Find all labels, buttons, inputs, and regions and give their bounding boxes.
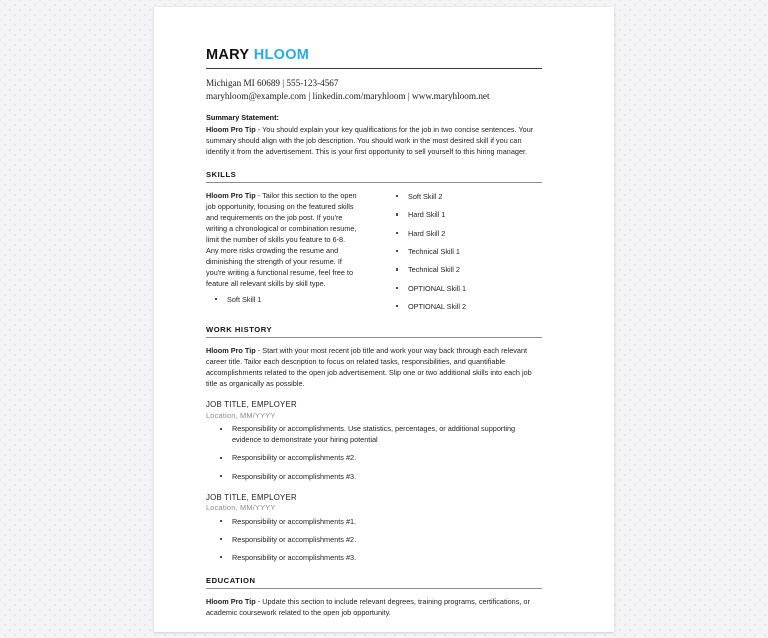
skills-columns [206, 190, 542, 312]
education-section [206, 576, 542, 618]
contact-address-phone: Michigan MI 60689 | 555-123-4567 [206, 77, 339, 88]
last-name: HLOOM [253, 47, 310, 63]
skills-section [206, 170, 542, 312]
job-location-date: Location, MM/YYYY [206, 503, 276, 513]
job-title: JOB TITLE, EMPLOYER [206, 492, 297, 502]
summary-text [206, 124, 542, 157]
job-title: JOB TITLE, EMPLOYER [206, 400, 297, 410]
work-history-tip-body: - Start with your most recent job title and work your way back through each relevant career title. Tailor each description to focus on related tasks, responsibilities, and quantifiable accomplishments related to the open job advertisement. Slip one or two additional skills into each job title as organically as possible. [206, 346, 532, 389]
contact-email-links: maryhloom@example.com | linkedin.com/maryhloom | www.maryhloom.net [206, 91, 490, 102]
list-item: Soft Skill 1 [206, 294, 359, 305]
education-tip-text [206, 596, 542, 618]
list-item: Technical Skill 2 [387, 264, 542, 275]
list-item: Responsibility or accomplishments #2. [206, 452, 542, 463]
header-divider [206, 68, 542, 69]
skills-heading: SKILLS [206, 169, 237, 179]
summary-label: Summary Statement: [206, 112, 279, 122]
list-item: OPTIONAL Skill 1 [387, 283, 542, 294]
skills-tip-body: - Tailor this section to the open job opportunity, focusing on the featured skills and requirements on the job post. If you're writing a chronological or combination resume, limit the number of skills you feature to 6-8. Any more risks crowding the resume and diminishing the strength of your resume. If you're writing a functional resume, feel free to feature all relevant skills by skill type. [206, 190, 357, 289]
list-item: Hard Skill 2 [387, 228, 542, 239]
list-item: Technical Skill 1 [387, 246, 542, 257]
job-entry [206, 400, 542, 481]
resume-content [206, 48, 542, 618]
job-responsibility-list [206, 516, 542, 563]
summary-tip-text: - You should explain your key qualifications for the job in two concise sentences. Your summary should align with the job description. You should work in the most desired skill if you can identify it from the advertisement. This is your first opportunity to sell yourself to this hiring manager. [206, 124, 534, 156]
resume-page [154, 7, 614, 632]
list-item: Responsibility or accomplishments #2. [206, 534, 542, 545]
education-tip-body: - Update this section to include relevant degrees, training programs, certifications, or academic coursework related to the open job opportunity. [206, 596, 530, 617]
work-history-section [206, 325, 542, 563]
resume-name [206, 48, 542, 68]
list-item: Hard Skill 1 [387, 209, 542, 220]
work-history-tip-label: Hloom Pro Tip [206, 346, 256, 356]
job-location-date: Location, MM/YYYY [206, 410, 276, 420]
list-item: Responsibility or accomplishments #3. [206, 471, 542, 482]
education-tip-label: Hloom Pro Tip [206, 596, 256, 606]
skills-right-column [387, 190, 542, 312]
list-item: Responsibility or accomplishments #1. [206, 516, 542, 527]
job-responsibility-list [206, 423, 542, 481]
education-divider [206, 588, 542, 589]
list-item: Soft Skill 2 [387, 191, 542, 202]
education-heading: EDUCATION [206, 575, 256, 585]
skills-right-list [387, 191, 542, 312]
work-history-divider [206, 337, 542, 338]
skills-tip-text [206, 190, 359, 290]
summary-section [206, 113, 542, 157]
skills-divider [206, 182, 542, 183]
list-item: Responsibility or accomplishments #3. [206, 552, 542, 563]
list-item: Responsibility or accomplishments. Use statistics, percentages, or additional supporting evidence to demonstrate your hiring potential [206, 423, 542, 445]
first-name: MARY [206, 47, 250, 63]
list-item: OPTIONAL Skill 2 [387, 301, 542, 312]
work-history-tip-text [206, 345, 542, 389]
contact-block [206, 77, 542, 104]
skills-left-list [206, 294, 359, 305]
summary-tip-label: Hloom Pro Tip [206, 124, 256, 134]
skills-left-column [206, 190, 359, 312]
skills-tip-label: Hloom Pro Tip [206, 190, 256, 200]
work-history-heading: WORK HISTORY [206, 325, 273, 335]
job-entry [206, 493, 542, 563]
